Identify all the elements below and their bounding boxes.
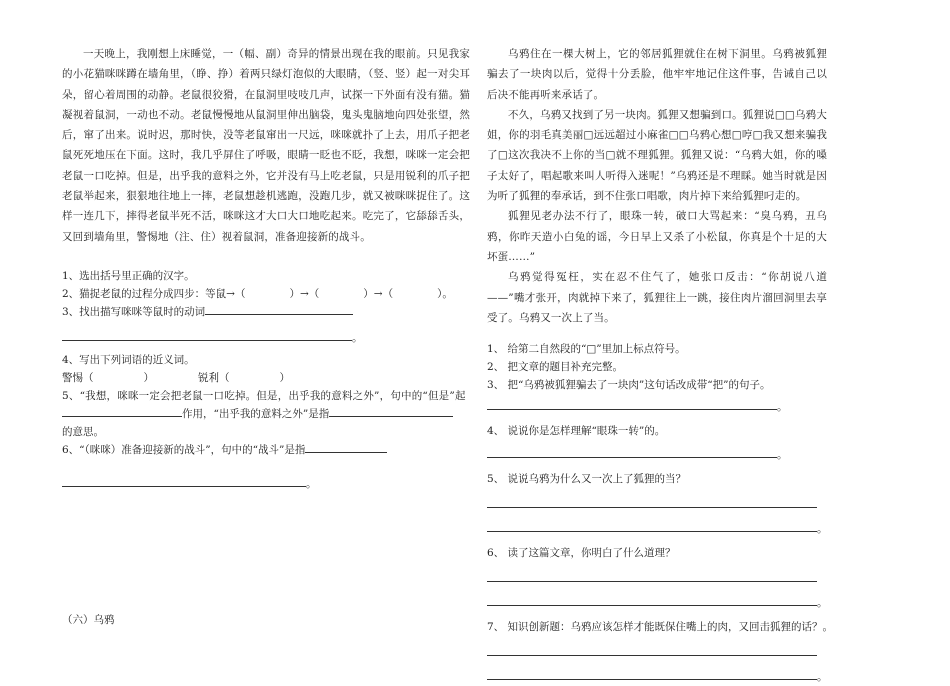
- q3-answer-line[interactable]: [205, 303, 353, 315]
- left-question-5: 5、“我想，咪咪一定会把老鼠一口吃掉。但是，出乎我的意料之外”，句中的“但是”起: [62, 389, 466, 402]
- cat-passage: 一天晚上，我刚想上床睡觉，一（幅、副）奇异的情景出现在我的眼前。只见我家的小花猫咪咪蹲在墙角里，（睁、挣）着两只绿灯泡似的大眼睛，（竖、竖）起一对尖耳朵，留心着周围的动静。老鼠很狡猾，在鼠洞里吱吱几声，试探一下外面有没有猫。猫凝视着鼠洞，一动也不动。老鼠慢慢地从鼠洞里伸出脑袋，鬼头鬼脑地向四处张望，然后，窜了出来。说时迟，那时快，没等老鼠窜出一尺远，咪咪就扑了上去，用爪子把老鼠死死地压在下面。这时，我几乎屏住了呼吸，眼睛一眨也不眨，我想，咪咪一定会把老鼠一口吃掉。但是，出乎我的意料之外，它并没有马上吃老鼠，只是用锐利的爪子把老鼠举起来，狠狠地往地上一摔，老鼠想趁机逃跑，没跑几步，就又被咪咪捉住了。这样一连几下，摔得老鼠半死不活，咪咪这才大口大口地吃起来。吃完了，它舔舔舌头，又回到墙角里，警惕地（注、住）视着鼠洞，准备迎接新的战斗。: [62, 48, 470, 243]
- left-question-2: [62, 285, 470, 303]
- right-question-4: 4、 说说你是怎样理解“眼珠一转”的。: [487, 425, 666, 438]
- left-question-1: 1、选出括号里正确的汉字。: [62, 269, 195, 282]
- q3-end: 。: [352, 331, 363, 344]
- section-footer-title: （六）乌鸦: [62, 614, 115, 626]
- right-q7-line-1: [487, 644, 827, 662]
- right-q7-answer-line-2[interactable]: [487, 668, 817, 680]
- right-q6-line-2: [487, 594, 827, 612]
- left-question-4-words: [62, 369, 470, 387]
- q4-word-2-end: ）: [279, 371, 290, 384]
- q4-word-1-end: ）: [143, 371, 154, 384]
- left-question-3: [62, 303, 470, 321]
- left-question-5-line3: 的意思。: [62, 425, 104, 438]
- right-q5-line-2: [487, 520, 827, 538]
- right-column: [487, 44, 834, 686]
- q5-answer-line-1[interactable]: [62, 405, 182, 417]
- q4-word-2: 锐利（: [198, 371, 230, 384]
- q2-arrow-2: ）→（: [363, 287, 394, 300]
- crow-para-3: 狐狸见老办法不行了，眼珠一转，破口大骂起来：“臭乌鸦，丑乌鸦，你昨天造小白兔的谣，今日早上又杀了小松鼠，你真是个十足的大坏蛋……”: [487, 210, 827, 263]
- right-question-7: 7、 知识创新题：乌鸦应该怎样才能既保住嘴上的肉，又回击狐狸的话？。: [487, 621, 834, 634]
- right-q5-answer-line-2[interactable]: [487, 520, 817, 532]
- q5-answer-line-2[interactable]: [329, 405, 453, 417]
- right-q3-end: 。: [777, 401, 788, 414]
- right-q7-answer-line-1[interactable]: [487, 644, 817, 656]
- left-question-3-line2: [62, 329, 470, 347]
- right-q6-answer-line-2[interactable]: [487, 594, 817, 606]
- q3-text: 3、找出描写咪咪等鼠时的动词: [62, 305, 206, 318]
- right-q4-end: 。: [777, 449, 788, 462]
- right-q4-answer-line[interactable]: [487, 446, 777, 458]
- right-q6-line-1: [487, 570, 827, 588]
- right-q4-line: [487, 446, 827, 464]
- right-question-3: 3、 把“乌鸦被狐狸骗去了一块肉”这句话改成带“把”的句子。: [487, 379, 771, 392]
- q2-arrow-1: ）→（: [289, 287, 320, 300]
- left-question-6: [62, 441, 470, 459]
- q6-answer-line-2[interactable]: [62, 475, 306, 487]
- crow-para-2: 不久，乌鸦又找到了另一块肉。狐狸又想骗到口。狐狸说□□乌鸦大姐，你的羽毛真美丽□远远超过小麻雀□□乌鸦心想□哼□我又想来骗我了□这次我决不上你的当□就不理狐狸。狐狸又说：“乌鸦大姐，你的嗓子太好了，唱起歌来叫人听得入迷呢！”乌鸦还是不理睬。她当时就是因为听了狐狸的奉承话，到不住张口唱歌，肉片掉下来给狐狸叼走的。: [487, 108, 827, 203]
- right-q7-end: 。: [817, 671, 828, 684]
- left-column: [62, 44, 470, 493]
- right-q6-answer-line-1[interactable]: [487, 570, 817, 582]
- q4-word-1: 警惕（: [62, 371, 94, 384]
- q6-answer-line[interactable]: [305, 441, 387, 453]
- left-question-6-line2: [62, 475, 470, 493]
- left-question-5-line2: [62, 405, 470, 423]
- q5-mid: 作用，“出乎我的意料之外”是指: [182, 407, 330, 420]
- right-q5-answer-line-1[interactable]: [487, 496, 817, 508]
- right-question-6: 6、 读了这篇文章，你明白了什么道理？: [487, 547, 676, 560]
- q3-answer-line-2[interactable]: [62, 329, 352, 341]
- crow-para-1: 乌鸦住在一棵大树上，它的邻居狐狸就住在树下洞里。乌鸦被狐狸骗去了一块肉以后，觉得十分丢脸，他牢牢地记住这件事，告诫自己以后决不能再听来承话了。: [487, 48, 827, 101]
- right-q6-end: 。: [817, 597, 828, 610]
- left-question-4: 4、写出下列词语的近义词。: [62, 353, 195, 366]
- q2-end: ）。: [437, 287, 453, 300]
- crow-para-4: 乌鸦觉得冤枉，实在忍不住气了，她张口反击：“你胡说八道——”嘴才张开，肉就掉下来了，狐狸往上一跳，接住肉片溜回洞里去享受了。乌鸦又一次上了当。: [487, 271, 827, 324]
- right-q5-end: 。: [817, 523, 828, 536]
- right-question-2: 2、 把文章的题目补充完整。: [487, 361, 624, 374]
- right-question-5: 5、 说说乌鸦为什么又一次上了狐狸的当？: [487, 473, 687, 486]
- right-q7-line-2: [487, 668, 827, 686]
- right-q5-line-1: [487, 496, 827, 514]
- right-question-1: 1、 给第二自然段的“□”里加上标点符号。: [487, 343, 686, 356]
- right-q3-answer-line[interactable]: [487, 398, 777, 410]
- q6-text: 6、“（咪咪）准备迎接新的战斗”，句中的“战斗”是指: [62, 443, 306, 456]
- q6-end: 。: [306, 477, 317, 490]
- right-q3-line: [487, 398, 827, 416]
- q2-prefix: 2、猫捉老鼠的过程分成四步：等鼠→（: [62, 287, 246, 300]
